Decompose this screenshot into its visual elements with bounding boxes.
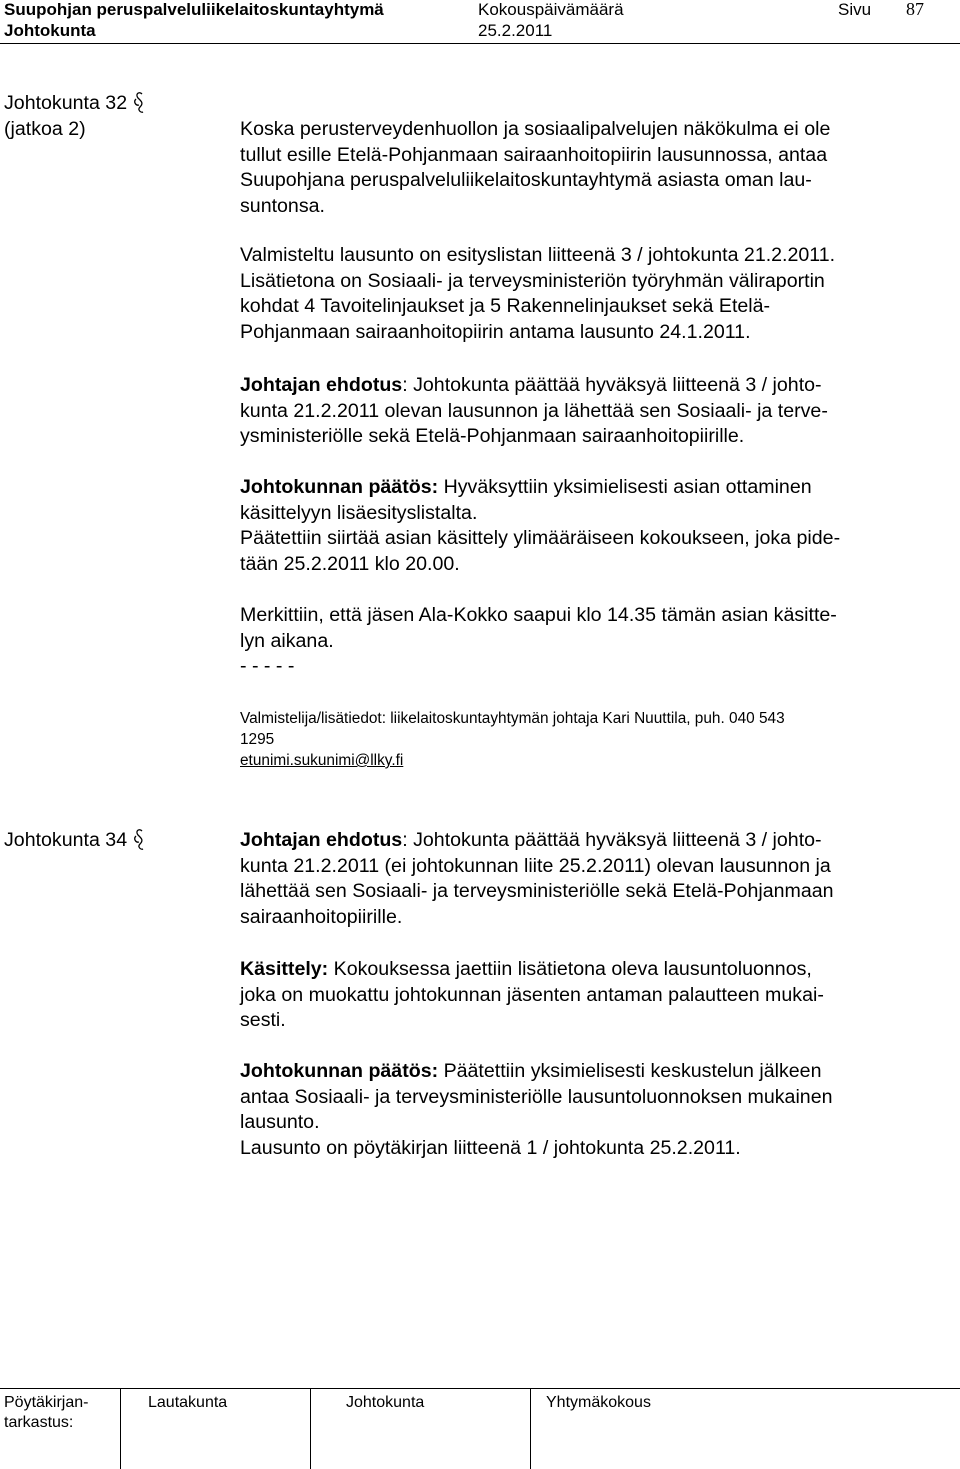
- header-rule: [0, 43, 960, 44]
- text-line: kunta 21.2.2011 (ei johtokunnan liite 25.2.2011) olevan lausunnon ja: [240, 854, 831, 877]
- section-32-paragraph-2: [240, 243, 940, 345]
- text-line: joka on muokattu johtokunnan jäsenten antaman palautteen mukai-: [240, 983, 824, 1006]
- section-34-proposal: [240, 828, 940, 930]
- meeting-date-label: Kokouspäivämäärä: [478, 0, 624, 19]
- separator-dashes: - - - - -: [240, 655, 295, 678]
- section-32-preparer: [240, 708, 940, 771]
- page-label: Sivu: [838, 0, 872, 19]
- text-line: [240, 828, 940, 854]
- decision-text: Päätettiin yksimielisesti keskustelun jälkeen: [438, 1060, 822, 1082]
- text-line: tään 25.2.2011 klo 20.00.: [240, 552, 460, 575]
- section-34-handling: [240, 957, 940, 1034]
- footer-divider: [530, 1388, 531, 1469]
- meeting-date: 25.2.2011: [478, 21, 553, 40]
- section-34-title: Johtokunta 34: [4, 829, 128, 851]
- section-32-continued: (jatkoa 2): [4, 118, 86, 140]
- section-32-proposal: [240, 373, 940, 450]
- text-line: Päätettiin siirtää asian käsittely ylimääräiseen kokoukseen, joka pide-: [240, 527, 841, 550]
- text-line: [240, 475, 940, 501]
- footer-review-label: [4, 1393, 88, 1433]
- text-line: lyn aikana.: [240, 629, 334, 652]
- section-32-title: Johtokunta 32: [4, 92, 128, 114]
- decision-label: Johtokunnan päätös:: [240, 476, 439, 498]
- text-line: [240, 957, 940, 983]
- page-number: 87: [906, 0, 924, 19]
- text-line: sairaanhoitopiirille.: [240, 905, 403, 928]
- text-line: lähettää sen Sosiaali- ja terveysministeriölle sekä Etelä-Pohjanmaan: [240, 880, 834, 903]
- footer-divider: [310, 1388, 311, 1469]
- text-line: kunta 21.2.2011 olevan lausunnon ja lähettää sen Sosiaali- ja terve-: [240, 399, 828, 422]
- footer-yhtymakokous: Yhtymäkokous: [546, 1394, 651, 1411]
- section-sign-icon: [133, 828, 145, 852]
- text-line: Lausunto on pöytäkirjan liitteenä 1 / johtokunta 25.2.2011.: [240, 1136, 741, 1159]
- decision-text: Hyväksyttiin yksimielisesti asian ottaminen: [438, 476, 812, 498]
- text-line: Koska perusterveydenhuollon ja sosiaalipalvelujen näkökulma ei ole: [240, 118, 831, 140]
- footer-johtokunta: Johtokunta: [346, 1394, 425, 1411]
- text-line: 1295: [240, 731, 275, 748]
- footer-lautakunta: Lautakunta: [148, 1394, 228, 1411]
- text-line: ysministeriölle sekä Etelä-Pohjanmaan sairaanhoitopiirille.: [240, 425, 745, 448]
- section-32-note: [240, 603, 940, 680]
- proposal-text: : Johtokunta päättää hyväksyä liitteenä 3 / johto-: [402, 829, 822, 851]
- text-line: [240, 373, 940, 399]
- section-34-label: [4, 828, 145, 854]
- text-line: kohdat 4 Tavoitelinjaukset ja 5 Rakennelinjaukset sekä Etelä-: [240, 295, 771, 318]
- text-line: Lisätietona on Sosiaali- ja terveysministeriön työryhmän väliraportin: [240, 269, 825, 292]
- text-line: Pohjanmaan sairaanhoitopiirin antama lausunto 24.1.2011.: [240, 320, 751, 343]
- text-line: Valmistelija/lisätiedot: liikelaitoskuntayhtymän johtaja Kari Nuuttila, puh. 040 543: [240, 710, 785, 727]
- decision-label: Johtokunnan päätös:: [240, 1060, 439, 1082]
- text-line: tullut esille Etelä-Pohjanmaan sairaanhoitopiirin lausunnossa, antaa: [240, 143, 828, 166]
- section-sign-icon: [133, 91, 145, 115]
- footer-rule: [0, 1388, 960, 1389]
- text-line: lausunto.: [240, 1111, 320, 1134]
- proposal-label: Johtajan ehdotus: [240, 829, 403, 851]
- section-32-label: [4, 91, 145, 117]
- text-line: tarkastus:: [4, 1414, 74, 1431]
- body-name: Johtokunta: [4, 21, 96, 40]
- section-34-decision: [240, 1059, 940, 1161]
- text-line: [240, 1059, 940, 1085]
- handling-text: Kokouksessa jaettiin lisätietona oleva lausuntoluonnos,: [328, 958, 812, 980]
- text-line: Merkittiin, että jäsen Ala-Kokko saapui klo 14.35 tämän asian käsitte-: [240, 604, 837, 626]
- text-line: Pöytäkirjan-: [4, 1394, 89, 1411]
- text-line: [240, 750, 940, 771]
- text-line: sesti.: [240, 1009, 286, 1032]
- text-line: Suupohjana peruspalveluliikelaitoskuntayhtymä asiasta oman lau-: [240, 169, 812, 192]
- handling-label: Käsittely:: [240, 958, 329, 980]
- section-32-decision: [240, 475, 940, 577]
- proposal-label: Johtajan ehdotus: [240, 374, 403, 396]
- email-link[interactable]: etunimi.sukunimi@llky.fi: [240, 752, 404, 769]
- section-32-paragraph-1: [240, 117, 940, 219]
- text-line: antaa Sosiaali- ja terveysministeriölle lausuntoluonnoksen mukainen: [240, 1085, 833, 1108]
- footer-divider: [120, 1388, 121, 1469]
- text-line: Valmisteltu lausunto on esityslistan liitteenä 3 / johtokunta 21.2.2011.: [240, 244, 836, 266]
- proposal-text: : Johtokunta päättää hyväksyä liitteenä 3 / johto-: [402, 374, 822, 396]
- organization-name: Suupohjan peruspalveluliikelaitoskuntayhtymä: [4, 0, 384, 19]
- text-line: käsittelyyn lisäesityslistalta.: [240, 501, 478, 524]
- text-line: suntonsa.: [240, 194, 325, 217]
